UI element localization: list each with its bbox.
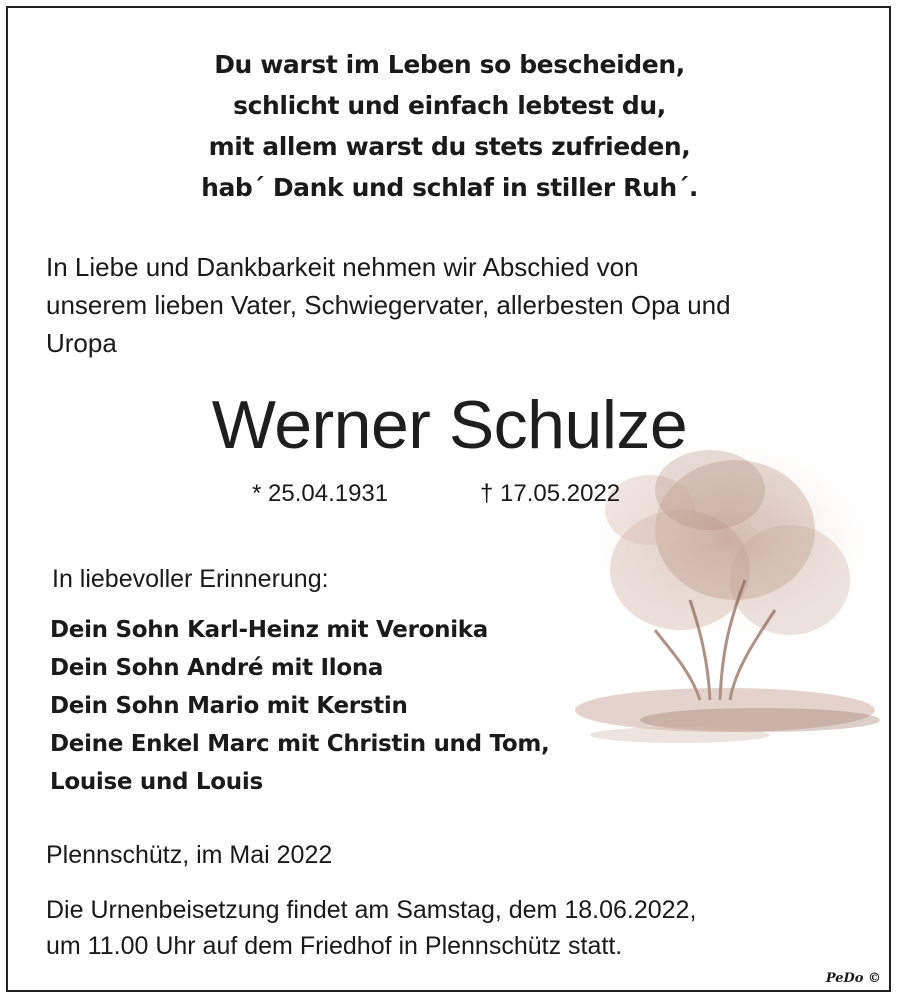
burial-info: [46, 892, 866, 964]
death-date: † 17.05.2022: [480, 480, 621, 507]
burial-line: Die Urnenbeisetzung findet am Samstag, dem 18.06.2022,: [46, 896, 697, 924]
family-entry: Louise und Louis: [50, 769, 263, 795]
publisher-signature: PeDo ©: [825, 971, 881, 986]
intro-text: [46, 248, 856, 362]
deceased-name: Werner Schulze: [211, 387, 688, 463]
family-entry: Dein Sohn André mit Ilona: [50, 655, 384, 681]
intro-line: unserem lieben Vater, Schwiegervater, allerbesten Opa und: [46, 290, 731, 320]
family-entry: Dein Sohn Karl-Heinz mit Veronika: [50, 617, 489, 643]
family-list: [50, 611, 549, 801]
poem-line: schlicht und einfach lebtest du,: [233, 91, 666, 120]
burial-line: um 11.00 Uhr auf dem Friedhof in Plennschütz statt.: [46, 932, 623, 960]
place-date: Plennschütz, im Mai 2022: [46, 841, 333, 869]
intro-line: Uropa: [46, 328, 117, 358]
birth-date: * 25.04.1931: [252, 480, 389, 507]
family-entry: Dein Sohn Mario mit Kerstin: [50, 693, 408, 719]
memory-heading: In liebevoller Erinnerung:: [52, 565, 329, 593]
poem: [0, 44, 899, 208]
tree-illustration: [560, 420, 895, 750]
poem-line: mit allem warst du stets zufrieden,: [208, 132, 691, 161]
family-entry: Deine Enkel Marc mit Christin und Tom,: [50, 731, 550, 757]
poem-line: hab´ Dank und schlaf in stiller Ruh´.: [201, 173, 698, 202]
poem-line: Du warst im Leben so bescheiden,: [214, 50, 685, 79]
intro-line: In Liebe und Dankbarkeit nehmen wir Abschied von: [46, 252, 639, 282]
